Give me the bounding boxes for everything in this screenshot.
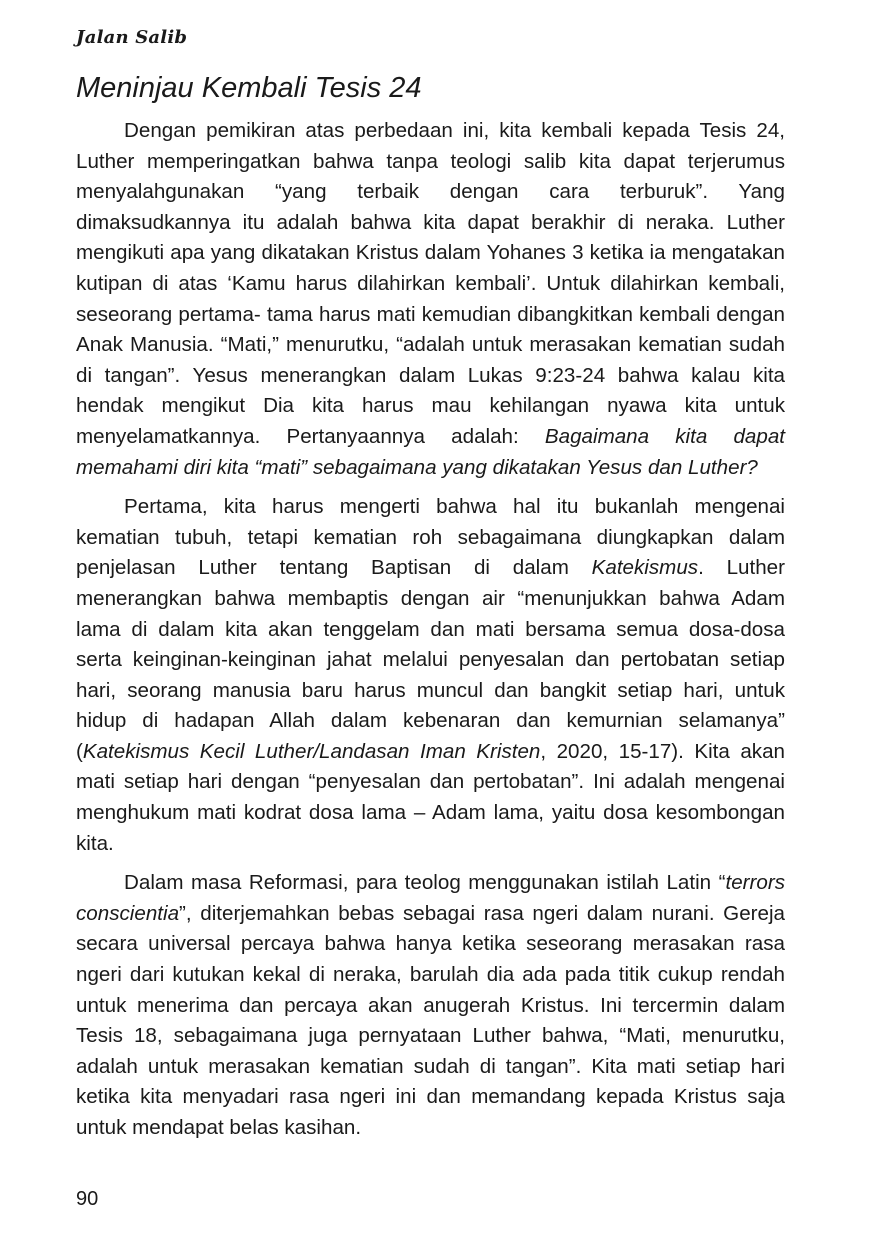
- paragraph-2-part-2: . Luther menerangkan bahwa membaptis dengan air “menunjukkan bahwa Adam lama di dalam kita akan tenggelam dan mati bersama semua dosa-dosa serta keinginan-keinginan jahat melalui penyesalan dan pertobatan setiap hari, seorang manusia baru harus muncul dan bangkit setiap hari, untuk hidup di hadapan Allah dalam kebenaran dan kemurnian selamanya” (: [76, 556, 785, 763]
- latin-term: terrors conscientia: [76, 871, 785, 925]
- paragraph-3-part-2: ”, diterjemahkan bebas sebagai rasa ngeri dalam nurani. Gereja secara universal percaya bahwa hanya ketika seseorang merasakan rasa ngeri dari kutukan kekal di neraka, barulah dia ada pada titik cukup rendah untuk menerima dan percaya akan anugerah Kristus. Ini tercermin dalam Tesis 18, sebagaimana juga pernyataan Luther bahwa, “Mati, menurutku, adalah untuk merasakan kematian sudah di tangan”. Kita mati setiap hari ketika kita menyadari rasa ngeri ini dan memandang kepada Kristus saja untuk mendapat belas kasihan.: [76, 901, 785, 1139]
- page-number: 90: [76, 1188, 99, 1210]
- paragraph-2-part-1: Pertama, kita harus mengerti bahwa hal itu bukanlah mengenai kematian tubuh, tetapi kematian roh sebagaimana diungkapkan dalam penjelasan Luther tentang Baptisan di dalam: [76, 495, 785, 580]
- paragraph-2-part-3: , 2020, 15-17). Kita akan mati setiap hari dengan “penyesalan dan pertobatan”. Ini adalah mengenai menghukum mati kodrat dosa lama – Adam lama, yaitu dosa kesombongan kita.: [76, 739, 785, 855]
- book-title-katekismus-kecil: Katekismus Kecil Luther/Landasan Iman Kristen: [82, 739, 541, 763]
- running-header: Jalan Salib: [76, 27, 188, 48]
- paragraph-1-question: Bagaimana kita dapat memahami diri kita “mati” sebagaimana yang dikatakan Yesus dan Luther?: [76, 424, 786, 479]
- paragraph-2: [76, 492, 785, 859]
- paragraph-3: [76, 868, 785, 1143]
- paragraph-1-text: Dengan pemikiran atas perbedaan ini, kita kembali kepada Tesis 24, Luther memperingatkan bahwa tanpa teologi salib kita dapat terjerumus menyalahgunakan “yang terbaik dengan cara terburuk”. Yang dimaksudkannya itu adalah bahwa kita dapat berakhir di neraka. Luther mengikuti apa yang dikatakan Kristus dalam Yohanes 3 ketika ia mengatakan kutipan di atas ‘Kamu harus dilahirkan kembali’. Untuk dilahirkan kembali, seseorang pertama- tama harus mati kemudian dibangkitkan kembali dengan Anak Manusia. “Mati,” menurutku, “adalah untuk merasakan kematian sudah di tangan”. Yesus menerangkan dalam Lukas 9:23-24 bahwa kalau kita hendak mengikut Dia kita harus mau kehilangan nyawa kita untuk menyelamatkannya. Pertanyaannya adalah:: [76, 119, 785, 448]
- body-text: [76, 116, 785, 1153]
- book-title-katekismus: Katekismus: [591, 556, 699, 580]
- paragraph-1: [76, 116, 785, 483]
- section-title: Meninjau Kembali Tesis 24: [76, 72, 422, 104]
- paragraph-3-part-1: Dalam masa Reformasi, para teolog menggunakan istilah Latin “: [124, 871, 726, 895]
